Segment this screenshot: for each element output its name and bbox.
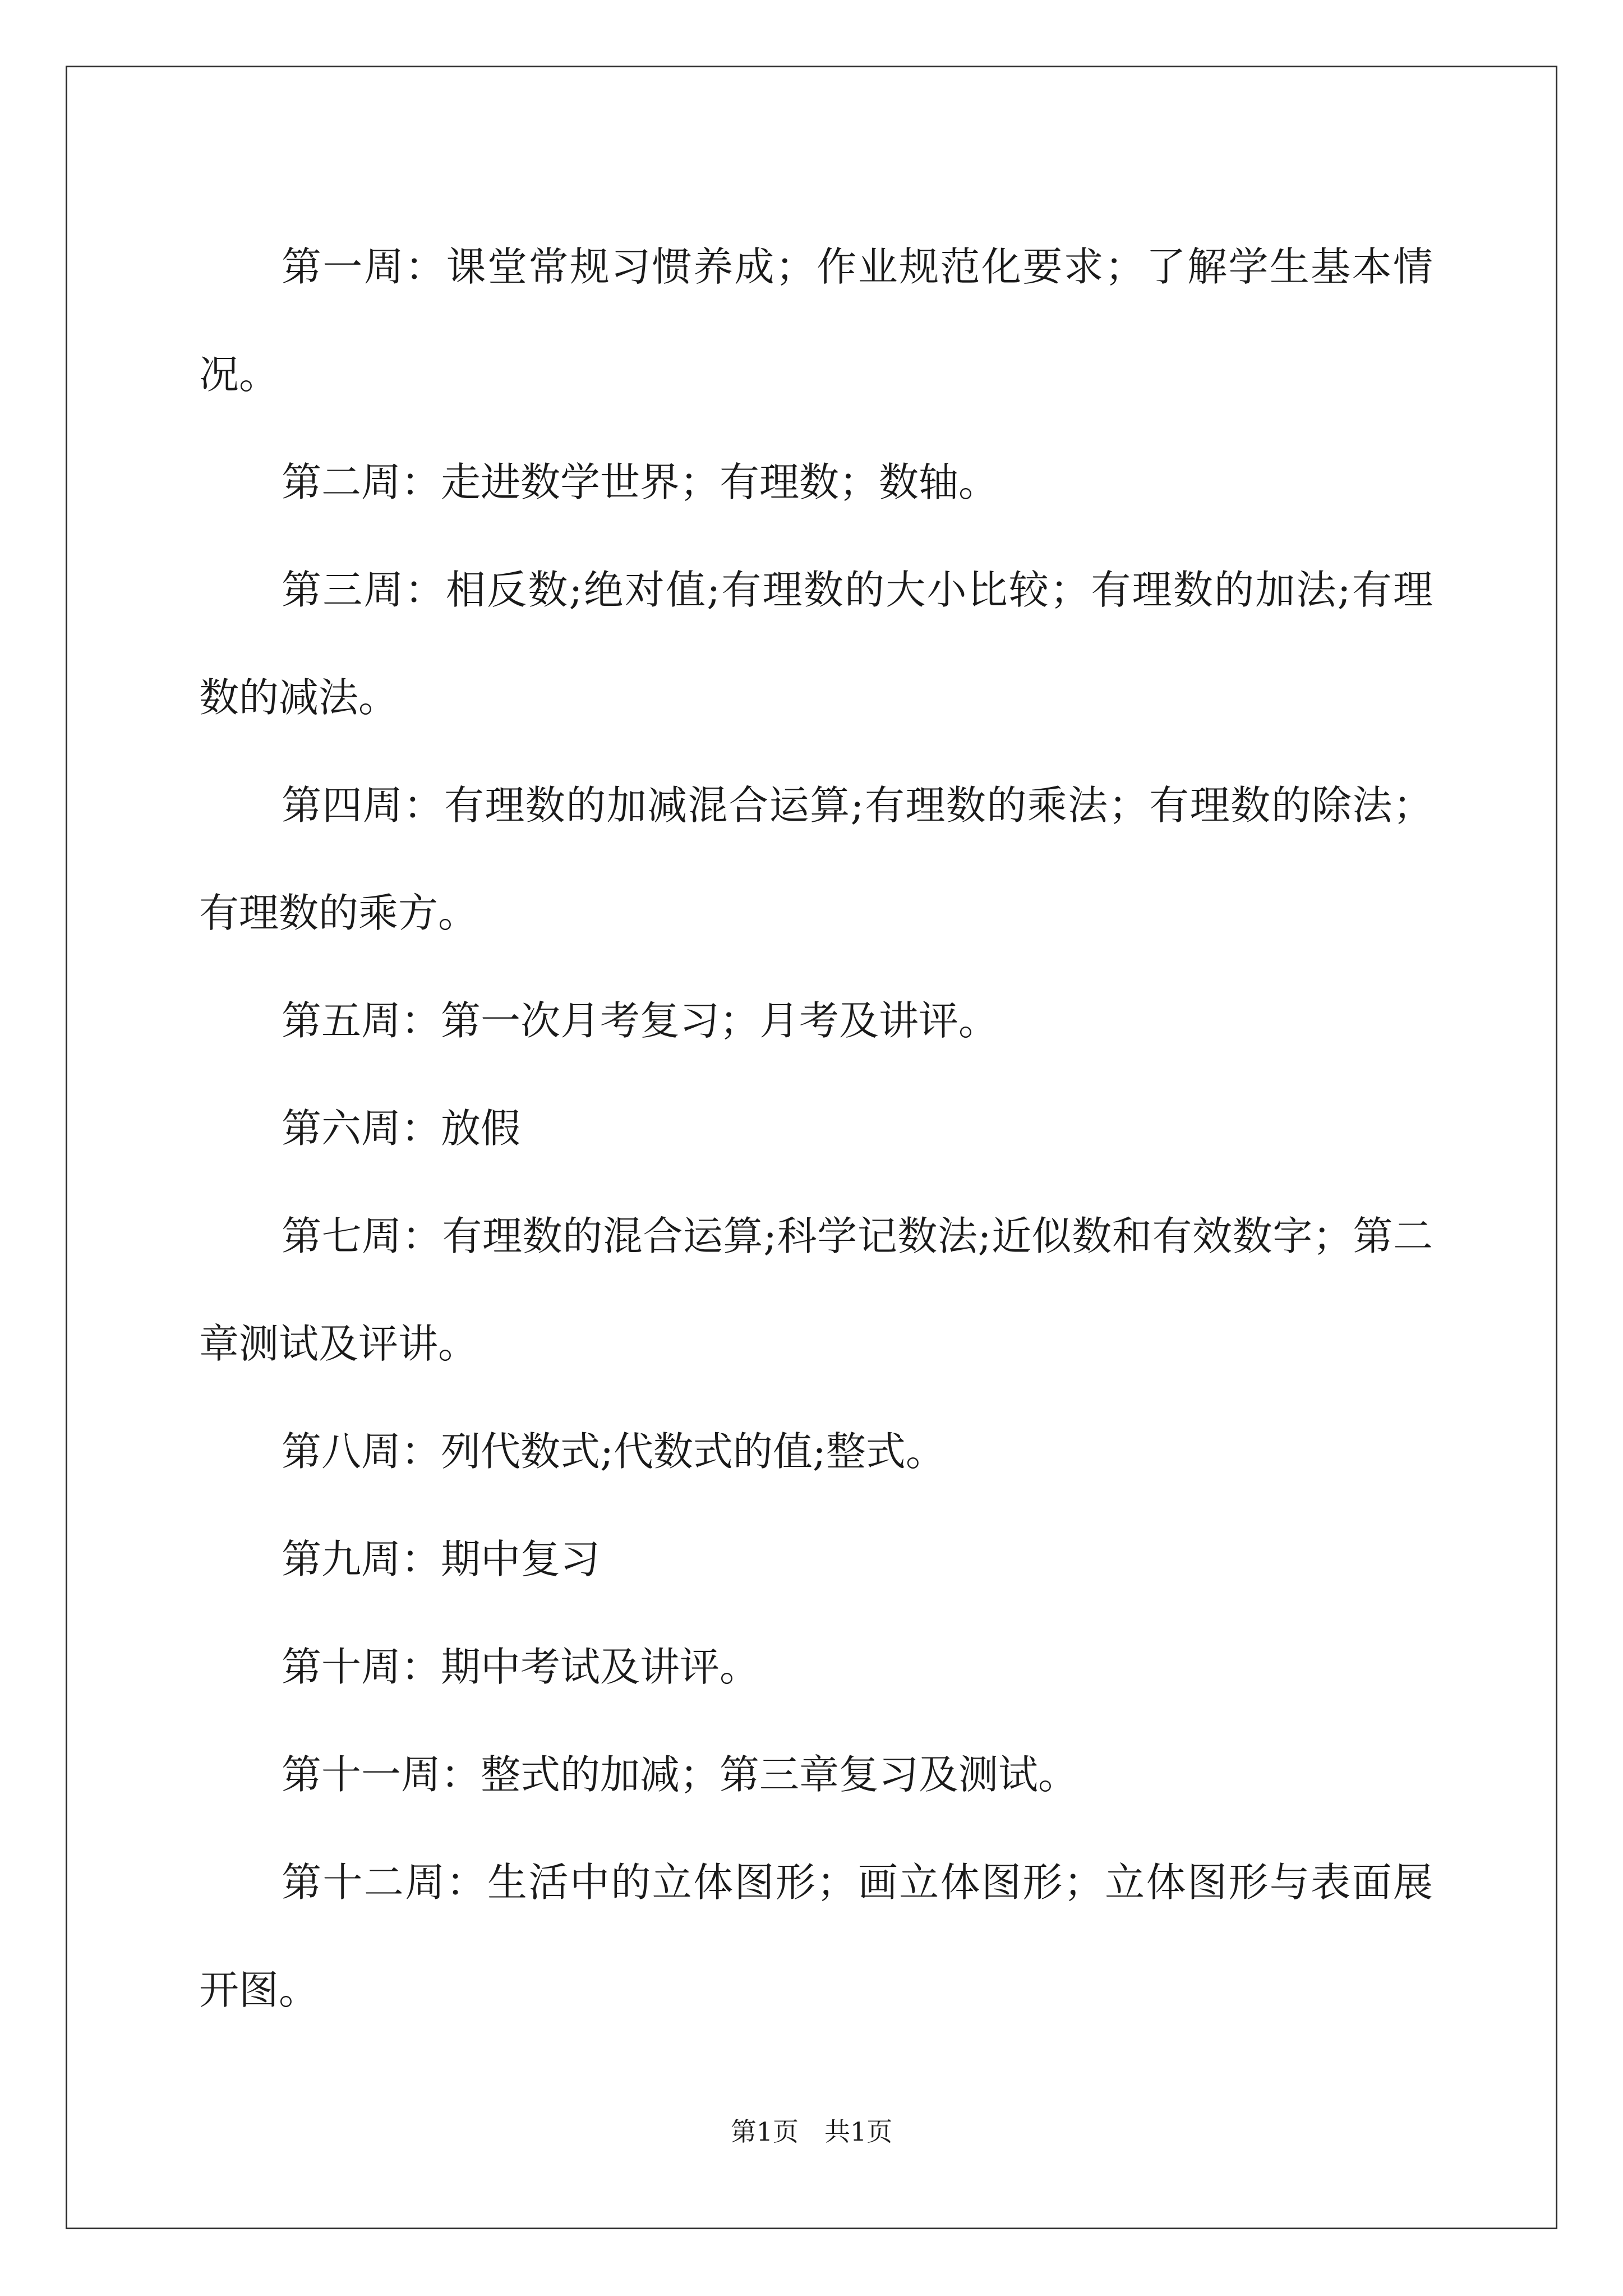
page-footer xyxy=(0,2115,1623,2148)
page-number: 第1页 xyxy=(730,2116,799,2147)
document-body xyxy=(199,213,1433,2044)
paragraph-week-12: 第十二周：生活中的立体图形；画立体图形；立体图形与表面展开图。 xyxy=(199,1859,1433,2013)
paragraph-week-4: 第四周：有理数的加减混合运算;有理数的乘法；有理数的除法；有理数的乘方。 xyxy=(199,782,1433,936)
paragraph-week-7: 第七周：有理数的混合运算;科学记数法;近似数和有效数字；第二章测试及评讲。 xyxy=(199,1213,1433,1367)
paragraph-week-11: 第十一周：整式的加减；第三章复习及测试。 xyxy=(282,1751,1078,1798)
paragraph-week-3: 第三周：相反数;绝对值;有理数的大小比较；有理数的加法;有理数的减法。 xyxy=(199,567,1433,721)
paragraph-week-9: 第九周：期中复习 xyxy=(282,1536,601,1582)
paragraph-week-10: 第十周：期中考试及讲评。 xyxy=(282,1644,760,1690)
paragraph-week-5: 第五周：第一次月考复习；月考及讲评。 xyxy=(282,997,999,1044)
paragraph-week-1: 第一周：课堂常规习惯养成；作业规范化要求；了解学生基本情况。 xyxy=(199,243,1433,398)
page-total: 共1页 xyxy=(824,2116,893,2147)
paragraph-week-8: 第八周：列代数式;代数式的值;整式。 xyxy=(282,1428,946,1475)
paragraph-week-6: 第六周：放假 xyxy=(282,1105,521,1152)
paragraph-week-2: 第二周：走进数学世界；有理数；数轴。 xyxy=(282,459,999,505)
